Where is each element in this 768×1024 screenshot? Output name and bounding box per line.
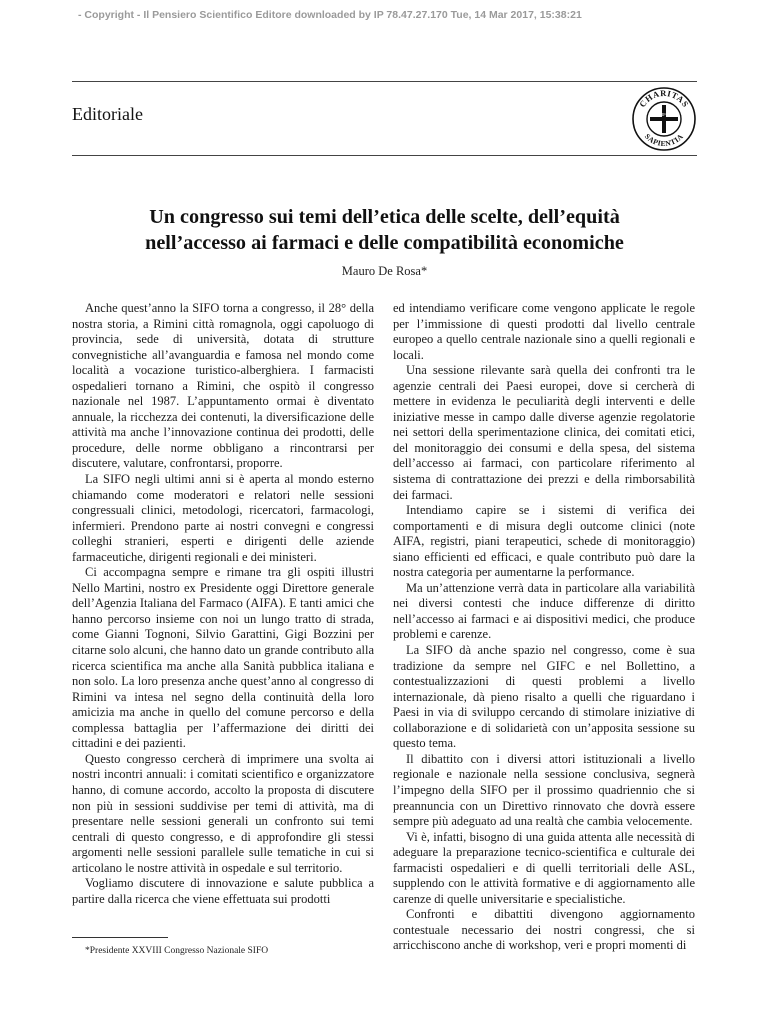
section-label: Editoriale: [72, 104, 143, 124]
logo-text-top: CHARITAS: [637, 87, 691, 110]
copyright-notice: - Copyright - Il Pensiero Scientifico Editore downloaded by IP 78.47.27.170 Tue, 14 Mar 2017, 15:38:21: [78, 9, 582, 21]
title-line: Un congresso sui temi dell’etica delle scelte, dell’equità: [149, 206, 620, 228]
right-column: [393, 301, 695, 954]
paragraph: La SIFO negli ultimi anni si è aperta al mondo esterno chiamando come moderatori e relatori nelle sessioni congressuali clinici, metodologi, ricercatori, farmacologi, infermieri. Prendono parte ai nostri convegni e congressi colleghi stranieri, esperti e dirigenti delle aziende farmaceutiche, dirigenti regionali e dei ministeri.: [72, 472, 374, 564]
paragraph: Vogliamo discutere di innovazione e salute pubblica a partire dalla ricerca che viene effettuata sui prodotti: [72, 876, 374, 906]
footnote: *Presidente XXVIII Congresso Nazionale SIFO: [85, 946, 269, 956]
title-line: nell’accesso ai farmaci e delle compatibilità economiche: [145, 232, 624, 254]
paragraph: Confronti e dibattiti divengono aggiornamento contestuale necessario dei nostri congressi, che si arricchiscono anche di workshop, veri e propri momenti di: [393, 907, 695, 953]
paragraph: Una sessione rilevante sarà quella dei confronti tra le agenzie centrali dei Paesi europei, dove si cercherà di mettere in evidenza le peculiarità degli interventi e delle iniziative messe in campo dalle diverse agenzie regolatorie nei settori della sperimentazione clinica, dei comitati etici, del monitoraggio dei consumi e della spesa, del sistema dell’accesso ai farmaci, con particolare riferimento al sistema di contrattazione dei prezzi e della rimborsabilità dei farmaci.: [393, 363, 695, 502]
paragraph: Il dibattito con i diversi attori istituzionali a livello regionale e nazionale nella sessione conclusiva, segnerà l’impegno della SIFO per il prossimo quadriennio che si preannuncia con un Direttivo rinnovato che dovrà essere sempre più adeguato ad una realtà che cambia velocemente.: [393, 751, 695, 829]
author-name: Mauro De Rosa*: [341, 264, 428, 278]
logo-text-bottom: SAPIENTIA: [642, 131, 686, 149]
header-rule-top: [72, 81, 697, 82]
left-column: [72, 301, 374, 907]
paragraph: Ma un’attenzione verrà data in particolare alla variabilità nei diversi contesti che induce differenze di diritto nell’accesso ai farmaci e ai dispositivi medici, che produce problemi e carenze.: [393, 580, 695, 642]
article-title: [72, 204, 697, 256]
footnote-rule: [72, 937, 168, 938]
paragraph: Questo congresso cercherà di imprimere una svolta ai nostri incontri annuali: i comitati scientifico e organizzatore hanno, di comune accordo, accolto la proposta di discutere non più in sessioni suddivise per temi di attività, ma di presentare nelle sessioni generali un confronto sui temi centrali di questo congresso, e di approfondire gli stessi argomenti nelle sessioni parallele sulle tematiche in cui si articolano le nostre attività in ospedale e sul territorio.: [72, 751, 374, 875]
paragraph: Anche quest’anno la SIFO torna a congresso, il 28° della nostra storia, a Rimini città romagnola, oggi capoluogo di provincia, sede di università, dotata di strutture convegnistiche all’avanguardia e famosa nel mondo come località a vocazione turistico-alberghiera. I farmacisti ospedalieri tornano a Rimini, che ospitò il congresso nazionale nel 1987. L’appuntamento ormai è diventato annuale, la ricchezza dei contenuti, la diversificazione delle attività ma anche l’innovazione continua dei prodotti, delle procedure, delle norme obbligano a rincontrarsi per discutere, valutare, confrontarsi, proporre.: [72, 301, 374, 471]
header-rule-bottom: [72, 155, 697, 156]
charitas-sapientia-seal-icon: [631, 86, 697, 152]
logo-text-center: SIFO: [659, 112, 669, 117]
paragraph: La SIFO dà anche spazio nel congresso, come è sua tradizione da sempre nel GIFC e nel Bollettino, a contestualizzazioni di questi problemi a livello internazionale, dà pieno risalto a quelli che riguardano i Paesi in via di sviluppo cercando di stimolare iniziative di collaborazione e di solidarietà con un’apposita sessione su questo tema.: [393, 643, 695, 751]
paragraph: ed intendiamo verificare come vengono applicate le regole per l’immissione di questi prodotti dal livello centrale europeo a quello centrale nazionale sino a quelli regionali e locali.: [393, 301, 695, 362]
paragraph: Ci accompagna sempre e rimane tra gli ospiti illustri Nello Martini, nostro ex Presidente oggi Direttore generale dell’Agenzia Italiana del Farmaco (AIFA). E tanti amici che hanno percorso insieme con noi un lungo tratto di strada, come Gianni Tognoni, Silvio Garattini, Gigi Bozzini per citarne solo alcuni, che hanno dato un grande contributo alla ricerca scientifica ma anche alla Sanità pubblica italiana e non solo. La loro presenza anche quest’anno al congresso di Rimini va intesa nel segno della continuità della loro amicizia ma anche in quello del comune percorso e della complessa battaglia per l’affermazione dei diritti dei cittadini e dei pazienti.: [72, 565, 374, 751]
paragraph: Vi è, infatti, bisogno di una guida attenta alle necessità di adeguare la preparazione tecnico-scientifica e culturale dei farmacisti ospedalieri e di quelli territoriali delle ASL, supplendo con le attività formative e di aggiornamento alle carenze di quelle universitarie e specialistiche.: [393, 829, 695, 906]
paragraph: Intendiamo capire se i sistemi di verifica dei comportamenti e di misura degli outcome clinici (note AIFA, registri, piani terapeutici, schede di monitoraggio) siano efficienti ed efficaci, e quale contributo può dare la nostra categoria per aumentarne la performance.: [393, 503, 695, 580]
